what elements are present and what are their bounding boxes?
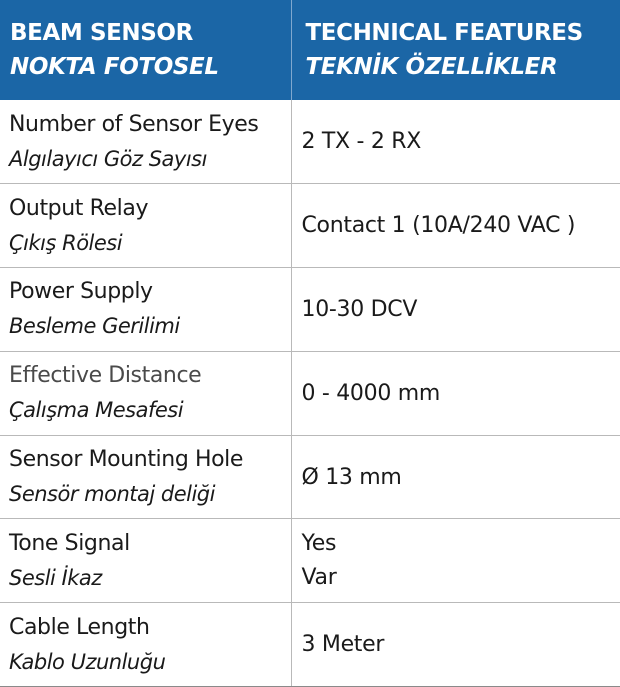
row-label-cell xyxy=(0,100,291,184)
row-label-en: Output Relay xyxy=(9,195,149,221)
row-value: 3 Meter xyxy=(291,603,620,687)
table-row xyxy=(0,603,620,687)
table-row xyxy=(0,184,620,268)
row-label-cell xyxy=(0,268,291,352)
row-label-tr: Besleme Gerilimi xyxy=(9,314,180,339)
row-value: Contact 1 (10A/240 VAC ) xyxy=(291,184,620,268)
row-value: 10-30 DCV xyxy=(291,268,620,352)
table-row xyxy=(0,100,620,184)
header-product-en: BEAM SENSOR xyxy=(10,20,193,46)
table-row xyxy=(0,268,620,352)
header-row xyxy=(0,0,620,100)
header-product-cell xyxy=(0,0,291,100)
row-label-cell xyxy=(0,435,291,519)
table-row xyxy=(0,519,620,603)
row-label-en: Tone Signal xyxy=(9,530,130,556)
row-value-cell xyxy=(291,519,620,603)
row-label-tr: Sesli İkaz xyxy=(9,565,102,590)
row-label-en: Cable Length xyxy=(9,614,150,640)
row-label-cell xyxy=(0,519,291,603)
row-label-tr: Sensör montaj deliği xyxy=(9,482,215,507)
row-value-tr: Var xyxy=(301,564,337,590)
header-product-tr: NOKTA FOTOSEL xyxy=(10,54,219,80)
row-label-en: Effective Distance xyxy=(9,363,202,389)
table-row xyxy=(0,435,620,519)
row-value: Ø 13 mm xyxy=(291,435,620,519)
row-label-tr: Çıkış Rölesi xyxy=(9,230,123,255)
row-label-en: Number of Sensor Eyes xyxy=(9,111,259,137)
header-features-en: TECHNICAL FEATURES xyxy=(305,20,583,46)
row-value: 0 - 4000 mm xyxy=(291,351,620,435)
row-label-tr: Algılayıcı Göz Sayısı xyxy=(9,146,207,171)
header-features-tr: TEKNİK ÖZELLİKLER xyxy=(305,54,558,80)
row-value-en: Yes xyxy=(301,530,337,556)
header-features-cell xyxy=(291,0,620,100)
row-label-cell xyxy=(0,351,291,435)
row-label-en: Power Supply xyxy=(9,279,153,305)
row-label-tr: Kablo Uzunluğu xyxy=(9,649,166,674)
row-label-cell xyxy=(0,603,291,687)
row-label-tr: Çalışma Mesafesi xyxy=(9,398,184,423)
table-row xyxy=(0,351,620,435)
row-label-en: Sensor Mounting Hole xyxy=(9,447,244,473)
row-label-cell xyxy=(0,184,291,268)
row-value: 2 TX - 2 RX xyxy=(291,100,620,184)
